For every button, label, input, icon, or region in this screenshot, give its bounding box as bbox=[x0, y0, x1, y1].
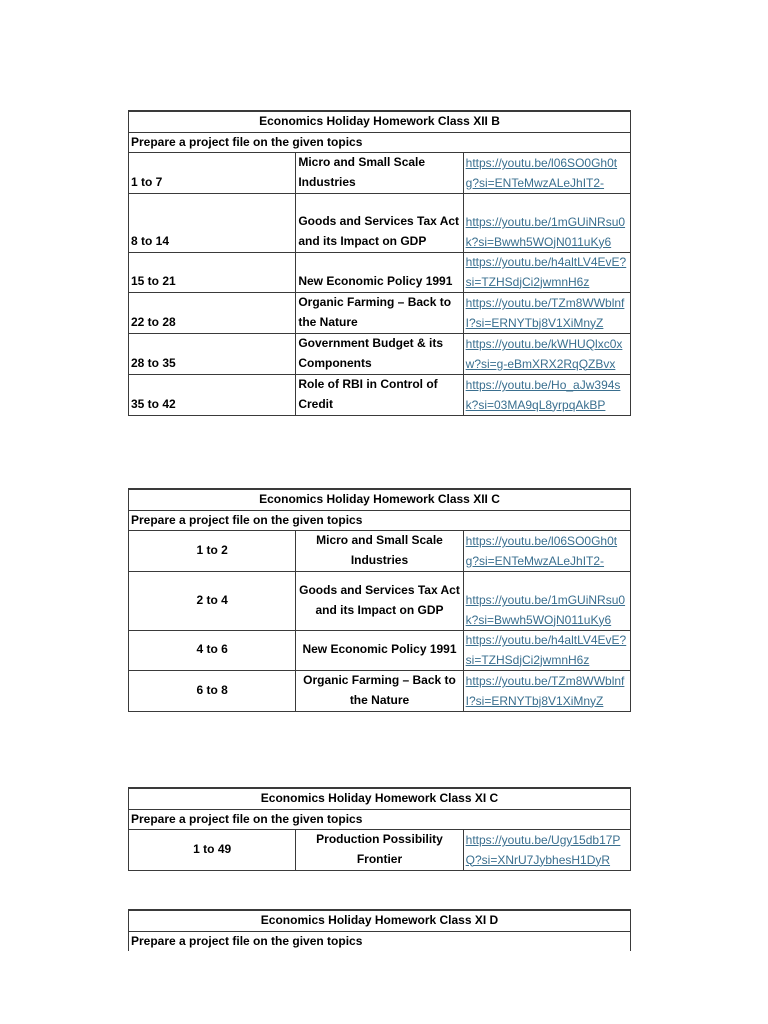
table-instruction: Prepare a project file on the given topics bbox=[129, 510, 631, 531]
roll-range: 35 to 42 bbox=[129, 375, 296, 416]
topic: Organic Farming – Back to the Nature bbox=[296, 671, 463, 712]
roll-range: 8 to 14 bbox=[129, 194, 296, 253]
topic: New Economic Policy 1991 bbox=[296, 253, 463, 293]
table-row bbox=[129, 830, 631, 871]
homework-table-xi-d bbox=[128, 909, 631, 951]
video-link[interactable]: https://youtu.be/1mGUiNRsu0k?si=Bwwh5WOjN011uKy6 bbox=[463, 194, 630, 253]
roll-range: 15 to 21 bbox=[129, 253, 296, 293]
table-row bbox=[129, 572, 631, 631]
topic: Production Possibility Frontier bbox=[296, 830, 463, 871]
homework-table-xi-c bbox=[128, 787, 631, 871]
table-instruction: Prepare a project file on the given topics bbox=[129, 931, 631, 951]
topic: Government Budget & its Components bbox=[296, 334, 463, 375]
table-row bbox=[129, 293, 631, 334]
video-link[interactable]: https://youtu.be/h4altLV4EvE?si=TZHSdjCi2jwmnH6z bbox=[463, 253, 630, 293]
table-row bbox=[129, 531, 631, 572]
table-row bbox=[129, 631, 631, 671]
roll-range: 22 to 28 bbox=[129, 293, 296, 334]
roll-range: 2 to 4 bbox=[129, 572, 296, 631]
table-row bbox=[129, 375, 631, 416]
table-title: Economics Holiday Homework Class XI C bbox=[129, 788, 631, 809]
table-row bbox=[129, 334, 631, 375]
video-link[interactable]: https://youtu.be/1mGUiNRsu0k?si=Bwwh5WOjN011uKy6 bbox=[463, 572, 630, 631]
roll-range: 1 to 7 bbox=[129, 153, 296, 194]
video-link[interactable]: https://youtu.be/Ugy15db17PQ?si=XNrU7JybhesH1DyR bbox=[463, 830, 630, 871]
topic: Micro and Small Scale Industries bbox=[296, 531, 463, 572]
roll-range: 28 to 35 bbox=[129, 334, 296, 375]
table-row bbox=[129, 253, 631, 293]
homework-table-xii-b bbox=[128, 110, 631, 416]
video-link[interactable]: https://youtu.be/l06SO0Gh0tg?si=ENTeMwzALeJhIT2- bbox=[463, 531, 630, 572]
roll-range: 1 to 2 bbox=[129, 531, 296, 572]
table-instruction: Prepare a project file on the given topics bbox=[129, 132, 631, 153]
roll-range: 1 to 49 bbox=[129, 830, 296, 871]
table-title: Economics Holiday Homework Class XII B bbox=[129, 111, 631, 132]
table-row bbox=[129, 671, 631, 712]
video-link[interactable]: https://youtu.be/TZm8WWblnfI?si=ERNYTbj8V1XiMnyZ bbox=[463, 671, 630, 712]
table-row bbox=[129, 194, 631, 253]
topic: New Economic Policy 1991 bbox=[296, 631, 463, 671]
video-link[interactable]: https://youtu.be/Ho_aJw394sk?si=03MA9qL8yrpqAkBP bbox=[463, 375, 630, 416]
table-title: Economics Holiday Homework Class XII C bbox=[129, 489, 631, 510]
roll-range: 4 to 6 bbox=[129, 631, 296, 671]
video-link[interactable]: https://youtu.be/TZm8WWblnfI?si=ERNYTbj8V1XiMnyZ bbox=[463, 293, 630, 334]
video-link[interactable]: https://youtu.be/kWHUQlxc0xw?si=g-eBmXRX2RqQZBvx bbox=[463, 334, 630, 375]
roll-range: 6 to 8 bbox=[129, 671, 296, 712]
topic: Role of RBI in Control of Credit bbox=[296, 375, 463, 416]
homework-table-xii-c bbox=[128, 488, 631, 712]
table-instruction: Prepare a project file on the given topics bbox=[129, 809, 631, 830]
topic: Organic Farming – Back to the Nature bbox=[296, 293, 463, 334]
table-title: Economics Holiday Homework Class XI D bbox=[129, 910, 631, 931]
video-link[interactable]: https://youtu.be/l06SO0Gh0tg?si=ENTeMwzALeJhIT2- bbox=[463, 153, 630, 194]
video-link[interactable]: https://youtu.be/h4altLV4EvE?si=TZHSdjCi2jwmnH6z bbox=[463, 631, 630, 671]
topic: Micro and Small Scale Industries bbox=[296, 153, 463, 194]
table-row bbox=[129, 153, 631, 194]
topic: Goods and Services Tax Act and its Impact on GDP bbox=[296, 194, 463, 253]
topic: Goods and Services Tax Act and its Impact on GDP bbox=[296, 572, 463, 631]
